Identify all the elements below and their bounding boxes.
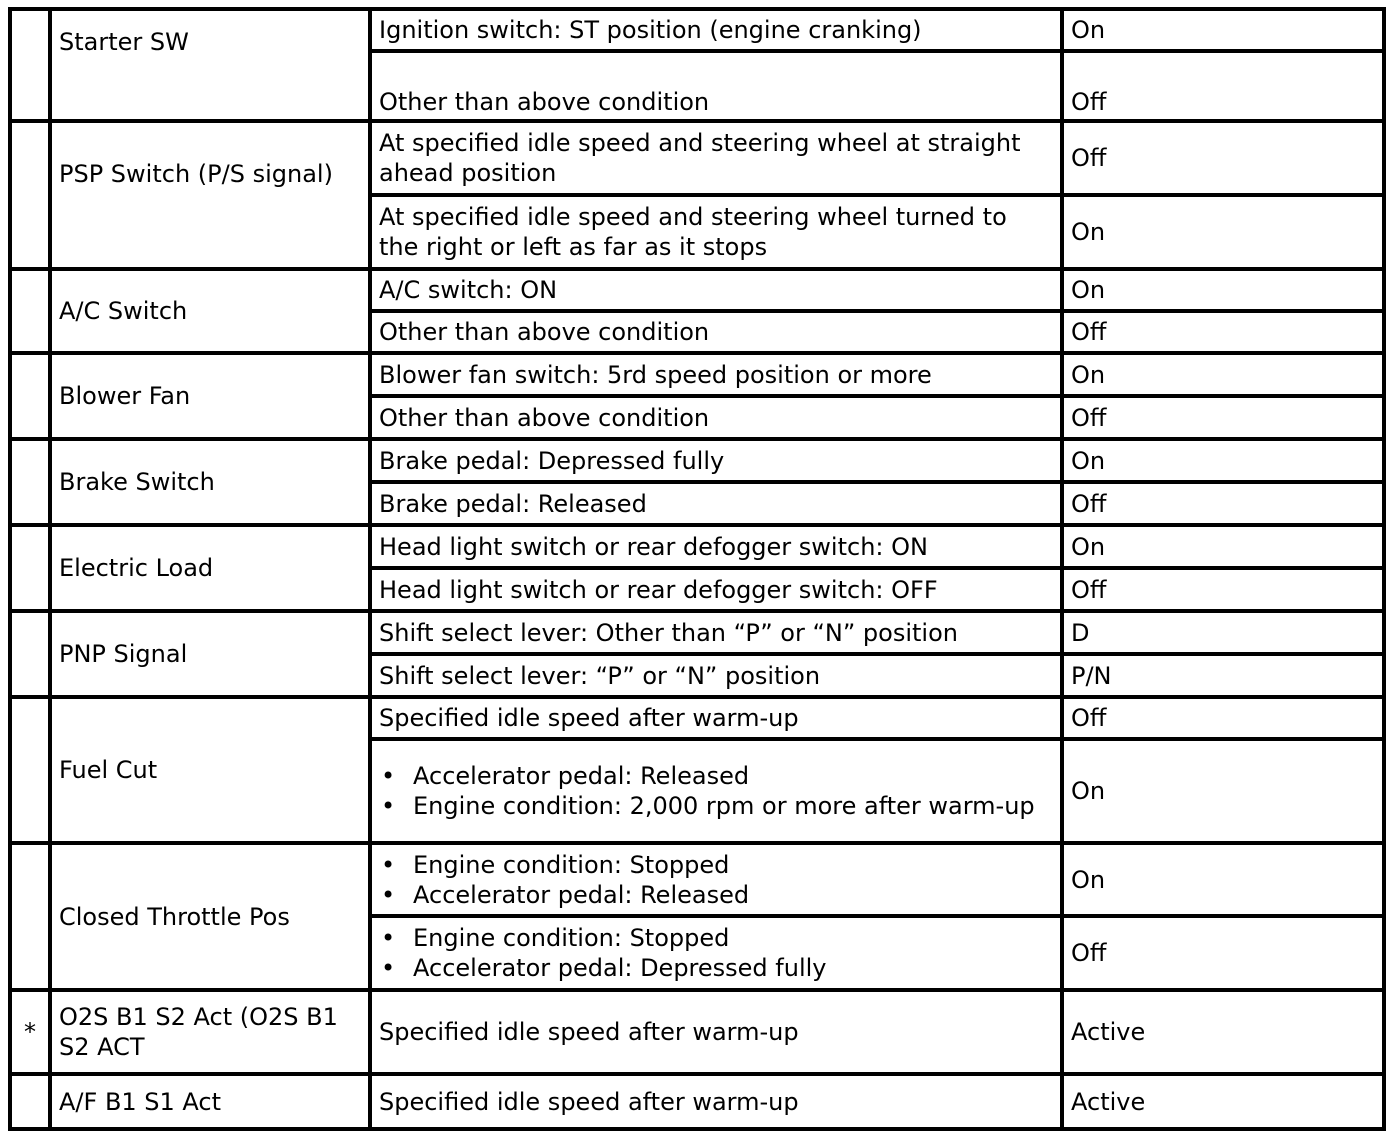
condition-cell: Shift select lever: “P” or “N” position (370, 654, 1062, 697)
table-row (10, 843, 1384, 916)
condition-cell (370, 739, 1062, 843)
value-cell: On (1062, 525, 1384, 568)
row-marker (10, 121, 50, 269)
condition-cell: Other than above condition (370, 311, 1062, 353)
value-cell: Off (1062, 482, 1384, 525)
value-cell: D (1062, 611, 1384, 654)
condition-cell: Specified idle speed after warm-up (370, 990, 1062, 1074)
condition-cell: Specified idle speed after warm-up (370, 697, 1062, 739)
spec-table (8, 7, 1386, 1131)
item-name: O2S B1 S2 Act (O2S B1 S2 ACT (50, 990, 370, 1074)
table-row (10, 990, 1384, 1074)
value-cell: On (1062, 269, 1384, 311)
condition-cell: Brake pedal: Depressed fully (370, 439, 1062, 482)
value-cell: Off (1062, 51, 1384, 121)
row-marker (10, 9, 50, 121)
row-marker (10, 525, 50, 611)
value-cell: On (1062, 353, 1384, 396)
bullet-list (379, 923, 1053, 983)
condition-cell: Other than above condition (370, 51, 1062, 121)
value-cell: Active (1062, 990, 1384, 1074)
table-row (10, 525, 1384, 568)
condition-cell (370, 916, 1062, 990)
table-row (10, 353, 1384, 396)
condition-cell: Brake pedal: Released (370, 482, 1062, 525)
condition-cell: Specified idle speed after warm-up (370, 1074, 1062, 1129)
condition-cell: At specified idle speed and steering wheel at straight ahead position (370, 121, 1062, 195)
list-item: • Engine condition: Stopped (379, 923, 1053, 953)
condition-cell: Ignition switch: ST position (engine cranking) (370, 9, 1062, 51)
row-marker (10, 843, 50, 990)
item-name: A/C Switch (50, 269, 370, 353)
bullet-list (379, 850, 1053, 910)
condition-cell: Other than above condition (370, 396, 1062, 439)
value-cell: On (1062, 195, 1384, 269)
item-name: Fuel Cut (50, 697, 370, 843)
item-name: Electric Load (50, 525, 370, 611)
table-row (10, 1074, 1384, 1129)
condition-cell: Shift select lever: Other than “P” or “N” position (370, 611, 1062, 654)
table-row (10, 611, 1384, 654)
value-cell: Off (1062, 396, 1384, 439)
condition-cell: A/C switch: ON (370, 269, 1062, 311)
table-row (10, 269, 1384, 311)
row-marker (10, 1074, 50, 1129)
table-row (10, 9, 1384, 51)
value-cell: Off (1062, 121, 1384, 195)
table-row (10, 121, 1384, 195)
condition-cell: Head light switch or rear defogger switch: ON (370, 525, 1062, 568)
value-cell: Off (1062, 568, 1384, 611)
row-marker (10, 697, 50, 843)
table-row (10, 439, 1384, 482)
row-marker (10, 269, 50, 353)
list-item: • Accelerator pedal: Released (379, 880, 1053, 910)
value-cell: On (1062, 9, 1384, 51)
condition-cell: Head light switch or rear defogger switch: OFF (370, 568, 1062, 611)
condition-cell (370, 843, 1062, 916)
value-cell: Off (1062, 697, 1384, 739)
bullet-list (379, 761, 1053, 821)
value-cell: On (1062, 439, 1384, 482)
table-row (10, 697, 1384, 739)
row-marker (10, 353, 50, 439)
condition-cell: At specified idle speed and steering wheel turned to the right or left as far as it stops (370, 195, 1062, 269)
list-item: • Accelerator pedal: Depressed fully (379, 953, 1053, 983)
condition-cell: Blower fan switch: 5rd speed position or more (370, 353, 1062, 396)
item-name: PSP Switch (P/S signal) (50, 121, 370, 269)
item-name: Brake Switch (50, 439, 370, 525)
item-name: PNP Signal (50, 611, 370, 697)
item-name: A/F B1 S1 Act (50, 1074, 370, 1129)
value-cell: On (1062, 843, 1384, 916)
row-marker: * (10, 990, 50, 1074)
row-marker (10, 439, 50, 525)
row-marker (10, 611, 50, 697)
value-cell: Off (1062, 916, 1384, 990)
list-item: • Engine condition: 2,000 rpm or more after warm-up (379, 791, 1053, 821)
item-name: Starter SW (50, 9, 370, 121)
item-name: Blower Fan (50, 353, 370, 439)
item-name: Closed Throttle Pos (50, 843, 370, 990)
list-item: • Accelerator pedal: Released (379, 761, 1053, 791)
list-item: • Engine condition: Stopped (379, 850, 1053, 880)
value-cell: P/N (1062, 654, 1384, 697)
value-cell: Active (1062, 1074, 1384, 1129)
value-cell: Off (1062, 311, 1384, 353)
value-cell: On (1062, 739, 1384, 843)
